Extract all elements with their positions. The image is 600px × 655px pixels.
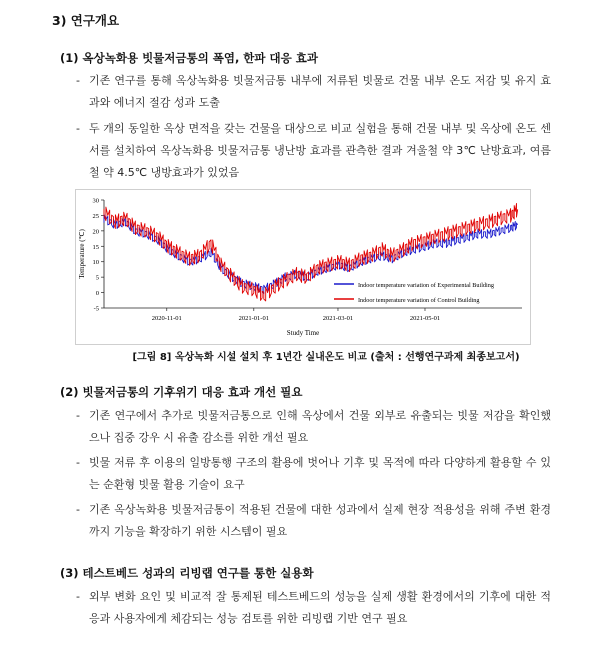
bullet-dash: - [76,122,80,135]
x-tick-label: 2021-01-01 [238,315,269,322]
bullet-item [76,499,551,543]
y-tick-label: 0 [95,290,99,298]
legend-label-experimental: Indoor temperature variation of Experimental Building [358,282,494,289]
y-tick-label: 20 [92,228,99,236]
legend-label-control: Indoor temperature variation of Control Building [358,297,480,304]
bullet-item [76,70,551,114]
chart-legend [334,282,494,304]
y-tick-label: 25 [92,212,99,220]
y-tick-label: 5 [95,274,99,282]
bullet-item [76,405,551,449]
bullet-item [76,452,551,496]
x-axis-label: Study Time [286,329,320,337]
y-tick-label: 15 [92,243,99,251]
bullet-text: 두 개의 동일한 옥상 면적을 갖는 건물을 대상으로 비교 실험을 통해 건물 내부 및 옥상에 온도 센서를 설치하여 옥상녹화용 빗물저금통 냉난방 효과를 관측한 결과 겨울철 약 3℃ 난방효과, 여름철 약 4.5℃ 냉방효과가 있었음 [89,122,551,179]
bullet-text: 기존 연구에서 추가로 빗물저금통으로 인해 옥상에서 건물 외부로 유출되는 빗물 저감을 확인했으나 집중 강우 시 유출 감소를 위한 개선 필요 [89,409,551,444]
bullet-item [76,118,551,184]
bullet-dash: - [76,590,80,603]
bullet-dash: - [76,409,80,422]
bullet-text: 외부 변화 요인 및 비교적 잘 통제된 테스트베드의 성능을 실제 생활 환경에서의 기후에 대한 적응과 사용자에게 체감되는 성능 검토를 위한 리빙랩 기반 연구 필요 [89,590,551,625]
y-tick-label: 10 [92,259,99,267]
figure-caption: [그림 8] 옥상녹화 시설 설치 후 1년간 실내온도 비교 (출처 : 선행연구과제 최종보고서) [132,352,520,363]
bullet-item [76,586,551,630]
y-tick-label: 30 [92,197,99,205]
temperature-chart-figure [75,189,531,345]
subsection-heading-2: (2) 빗물저금통의 기후위기 대응 효과 개선 필요 [60,385,303,399]
x-tick-label: 2020-11-01 [151,315,182,322]
subsection-heading-1: (1) 옥상녹화용 빗물저금통의 폭염, 한파 대응 효과 [60,51,318,65]
y-axis-label: Temperature (℃) [78,229,86,279]
x-tick-label: 2021-03-01 [322,315,354,322]
bullet-text: 기존 옥상녹화용 빗물저금통이 적용된 건물에 대한 성과에서 실제 현장 적용성을 위해 주변 환경까지 기능을 확장하기 위한 시스템이 필요 [89,503,551,538]
bullet-dash: - [76,503,80,516]
y-tick-label: -5 [93,305,99,313]
section-title: 3) 연구개요 [52,13,120,28]
bullet-dash: - [76,456,80,469]
bullet-dash: - [76,74,80,87]
bullet-text: 빗물 저류 후 이용의 일방통행 구조의 활용에 벗어나 기후 및 목적에 따라 다양하게 활용할 수 있는 순환형 빗물 활용 기술이 요구 [89,456,551,491]
temperature-chart [76,190,530,344]
subsection-heading-3: (3) 테스트베드 성과의 리빙랩 연구를 통한 실용화 [60,566,314,580]
x-tick-label: 2021-05-01 [409,315,441,322]
bullet-text: 기존 연구를 통해 옥상녹화용 빗물저금통 내부에 저류된 빗물로 건물 내부 온도 저감 및 유지 효과와 에너지 절감 성과 도출 [89,74,551,109]
